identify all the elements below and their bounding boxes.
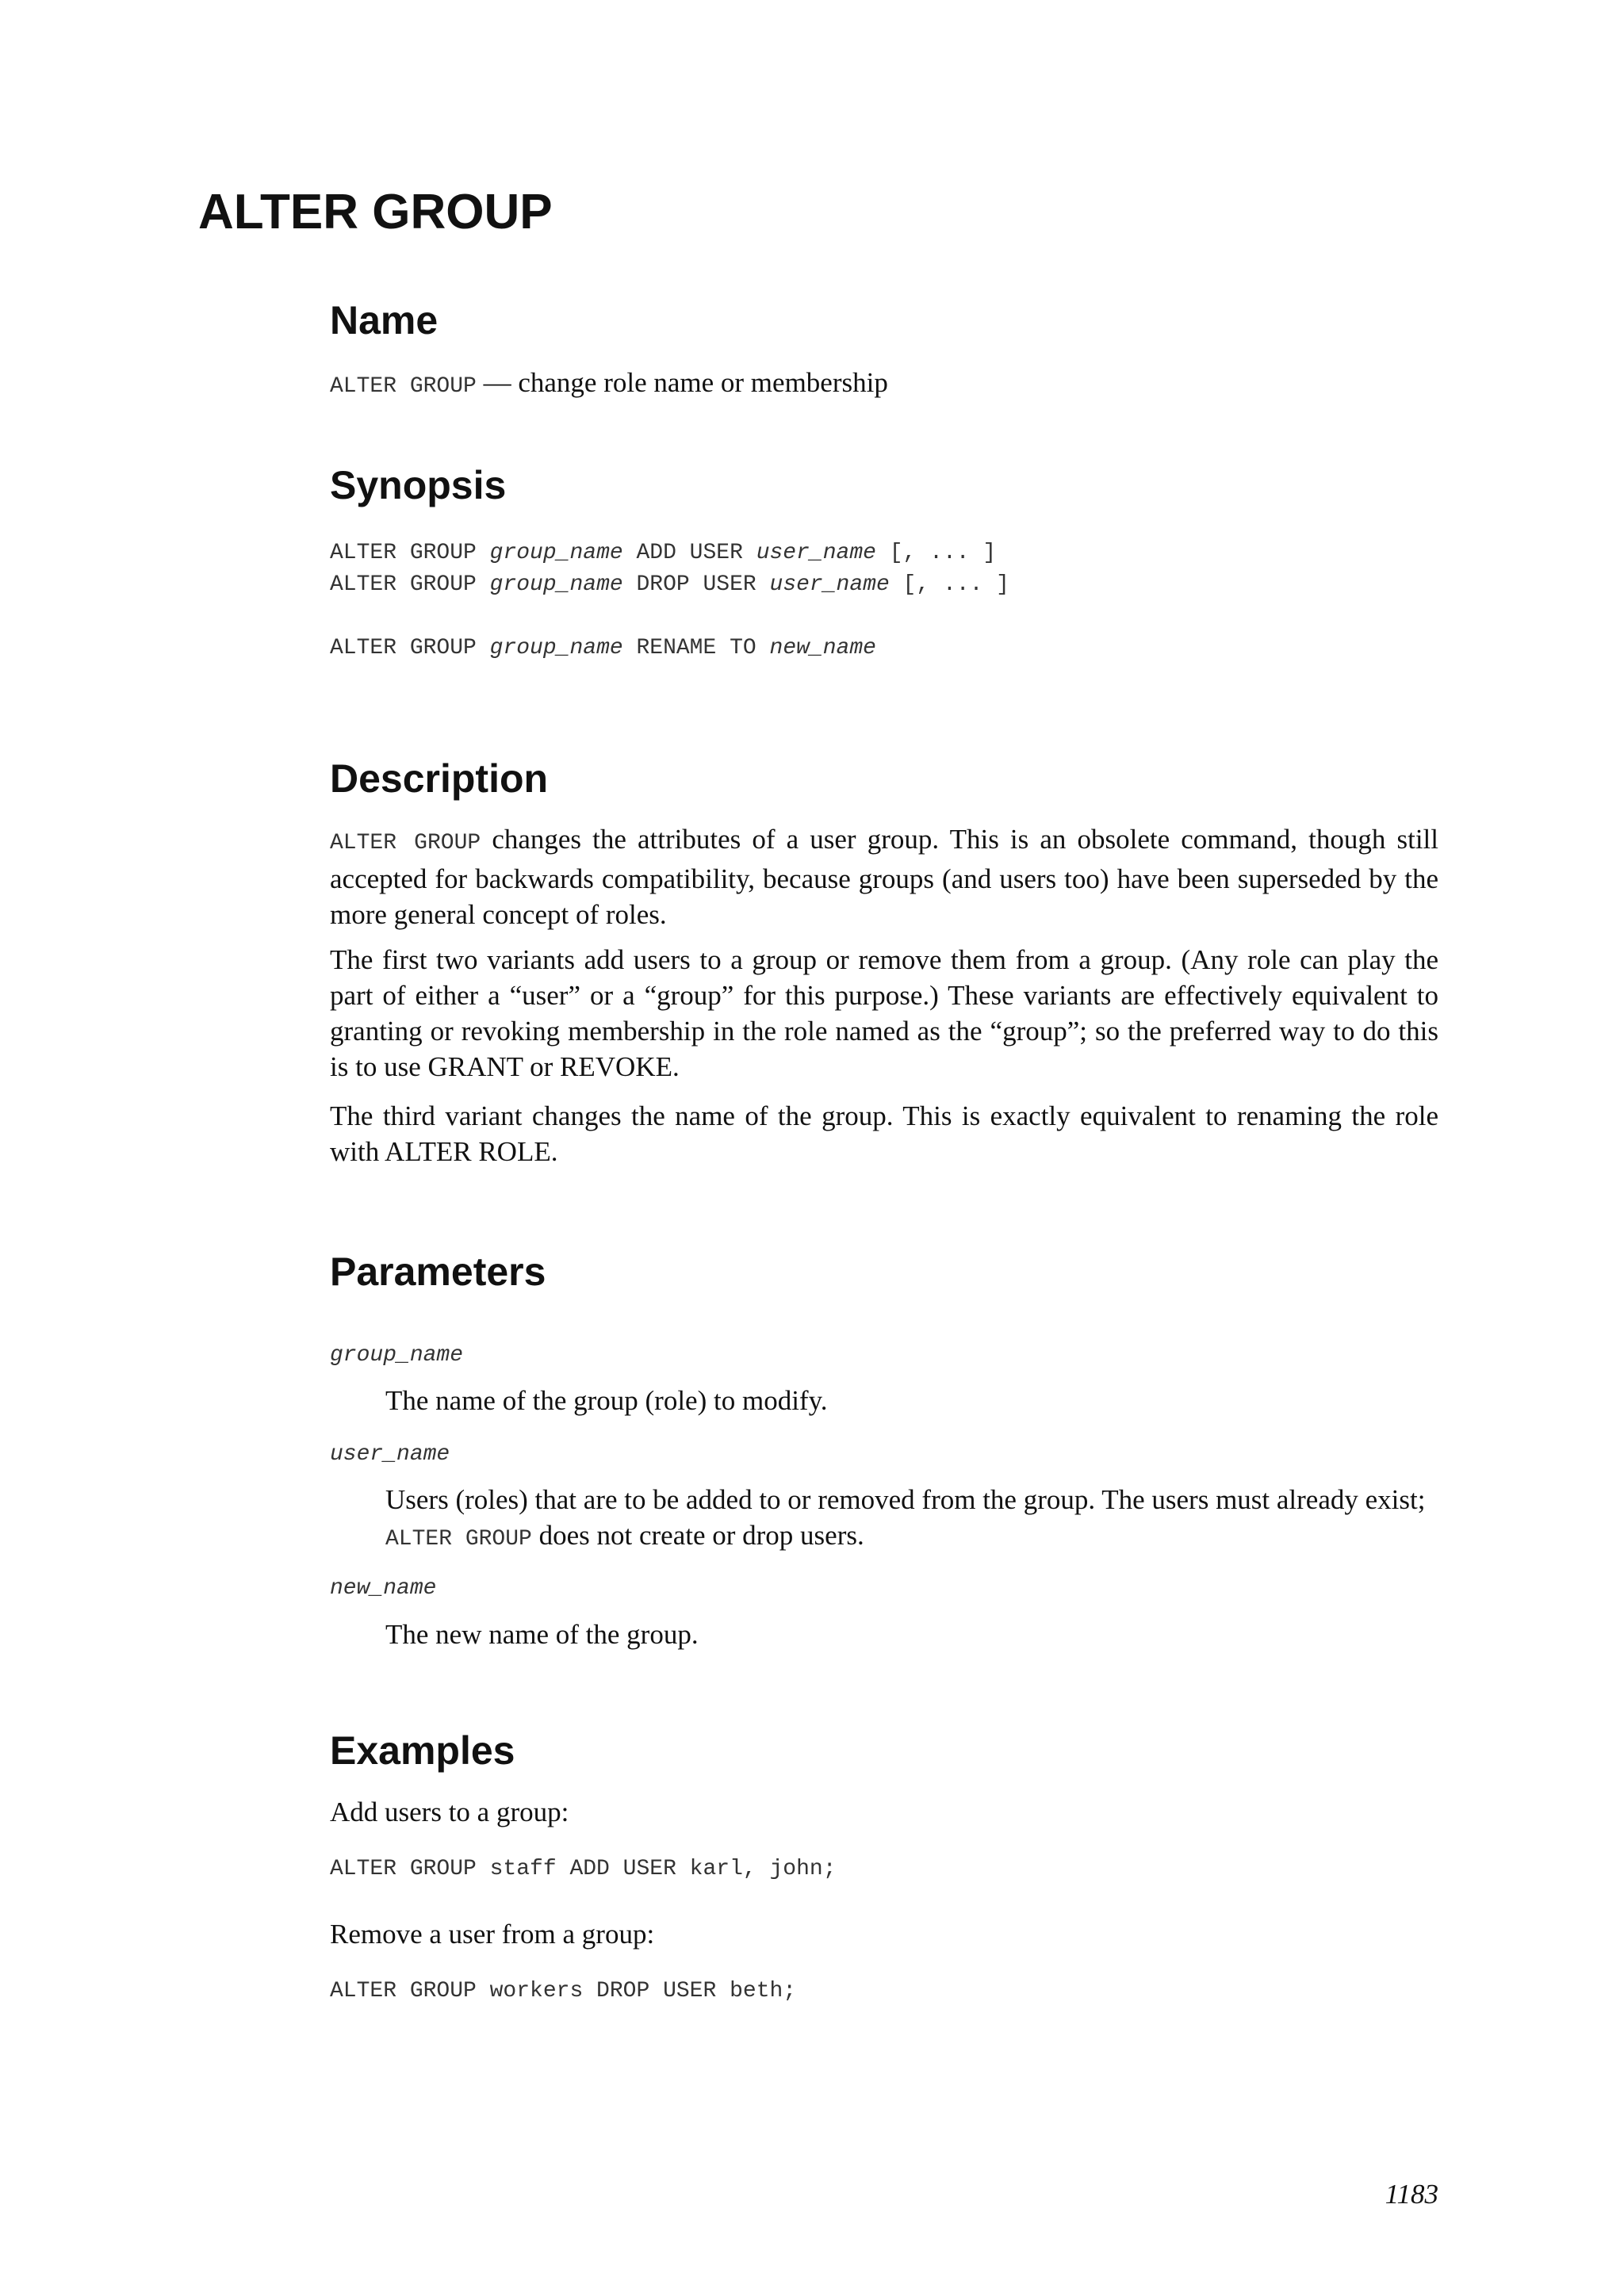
name-summary [330, 365, 1438, 404]
parameter-term: user_name [330, 1442, 450, 1467]
page-title: ALTER GROUP [198, 185, 553, 239]
command-name: ALTER GROUP [385, 1527, 532, 1552]
synopsis-keyword: DROP USER [622, 572, 770, 597]
examples-heading: Examples [330, 1728, 515, 1773]
parameters-heading: Parameters [330, 1249, 546, 1294]
synopsis-keyword: ALTER GROUP [330, 572, 490, 597]
parameter-definition-text: Users (roles) that are to be added to or removed from the group. The users must already exist; [385, 1484, 1426, 1515]
example-code: ALTER GROUP staff ADD USER karl, john; [330, 1857, 837, 1881]
synopsis-placeholder: group_name [489, 572, 623, 597]
synopsis-keyword: RENAME TO [622, 636, 770, 660]
command-name: ALTER GROUP [330, 374, 477, 399]
synopsis-line [330, 633, 876, 664]
parameter-definition-text: does not create or drop users. [531, 1520, 864, 1551]
synopsis-keyword: ALTER GROUP [330, 541, 490, 565]
synopsis-keyword: [, ... ] [875, 541, 997, 565]
command-summary: — change role name or membership [483, 367, 888, 398]
synopsis-line [330, 538, 996, 569]
synopsis-placeholder: new_name [769, 636, 876, 660]
parameter-term: group_name [330, 1343, 464, 1368]
parameter-definition [385, 1482, 1438, 1557]
parameter-definition: The name of the group (role) to modify. [385, 1385, 828, 1416]
synopsis-keyword: ALTER GROUP [330, 636, 490, 660]
description-paragraph-3: The third variant changes the name of the group. This is exactly equivalent to renaming the role with ALTER ROLE. [330, 1100, 1438, 1167]
synopsis-placeholder: group_name [489, 636, 623, 660]
synopsis-keyword: ADD USER [622, 541, 756, 565]
page-number: 1183 [1385, 2179, 1438, 2210]
description-paragraph-1 [330, 821, 1438, 932]
example-intro: Add users to a group: [330, 1797, 569, 1827]
synopsis-keyword: [, ... ] [889, 572, 1009, 597]
description-paragraph-2: The first two variants add users to a group or remove them from a group. (Any role can play the part of either a “user” or a “group” for this purpose.) These variants are effectively equivalent to granting or revoking membership in the role named as the “group”; so the preferred way to do this is to use GRANT or REVOKE. [330, 944, 1438, 1082]
synopsis-heading: Synopsis [330, 463, 507, 507]
synopsis-placeholder: user_name [769, 572, 890, 597]
parameter-term: new_name [330, 1576, 437, 1601]
synopsis-placeholder: group_name [489, 541, 623, 565]
example-code: ALTER GROUP workers DROP USER beth; [330, 1979, 797, 2003]
synopsis-line [330, 569, 1009, 601]
synopsis-placeholder: user_name [756, 541, 876, 565]
description-text: changes the attributes of a user group. This is an obsolete command, though still accepted for backwards compatibility, because groups (and users too) have been superseded by the more general concept of roles. [330, 824, 1438, 930]
parameter-definition: The new name of the group. [385, 1619, 699, 1650]
description-heading: Description [330, 756, 549, 801]
command-name: ALTER GROUP [330, 831, 481, 855]
name-heading: Name [330, 298, 439, 342]
example-intro: Remove a user from a group: [330, 1919, 655, 1950]
